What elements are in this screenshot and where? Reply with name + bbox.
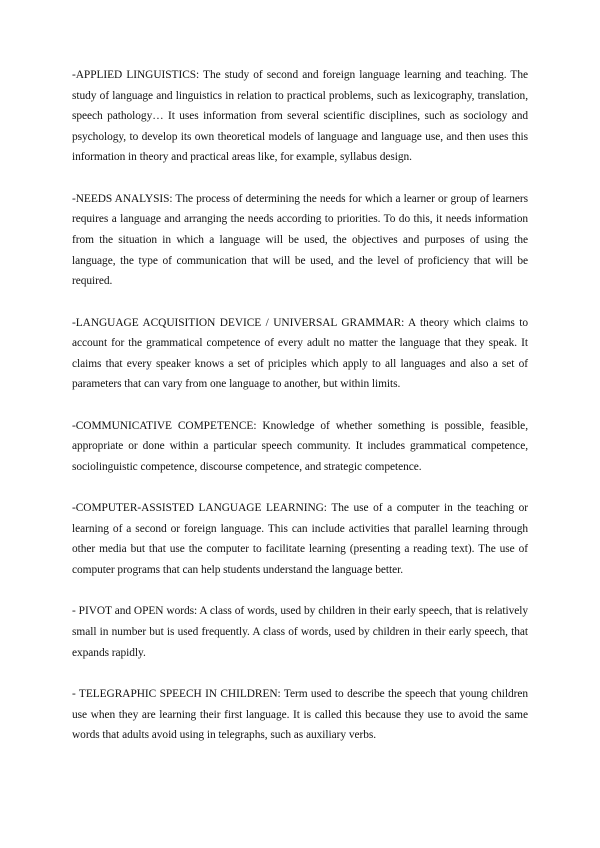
- entry-communicative-competence: -COMMUNICATIVE COMPETENCE: Knowledge of whether something is possible, feasible, appropriate or done within a particular speech community. It includes grammatical competence, sociolinguistic competence, discourse competence, and strategic competence.: [72, 419, 528, 473]
- entry-telegraphic-speech: - TELEGRAPHIC SPEECH IN CHILDREN: Term used to describe the speech that young children use when they are learning their first language. It is called this because they use to avoid the same words that adults avoid using in telegraphs, such as auxiliary verbs.: [72, 688, 528, 742]
- entry-needs-analysis: -NEEDS ANALYSIS: The process of determining the needs for which a learner or group of learners requires a language and arranging the needs according to priorities. To do this, it needs information from the situation in which a language will be used, the objectives and purposes of using the language, the type of communication that will be used, and the level of proficiency that will be required.: [72, 192, 528, 288]
- document-page: [72, 65, 528, 767]
- entry-pivot-and-open-words: - PIVOT and OPEN words: A class of words, used by children in their early speech, that is relatively small in number but is used frequently. A class of words, used by children in their early speech, that expands rapidly.: [72, 605, 528, 659]
- entry-language-acquisition-device: -LANGUAGE ACQUISITION DEVICE / UNIVERSAL GRAMMAR: A theory which claims to account for the grammatical competence of every adult no matter the language that they speak. It claims that every speaker knows a set of priciples which apply to all languages and also a set of parameters that can vary from one language to another, but within limits.: [72, 316, 528, 391]
- entry-computer-assisted-language-learning: -COMPUTER-ASSISTED LANGUAGE LEARNING: The use of a computer in the teaching or learning of a second or foreign language. This can include activities that parallel learning through other media but that use the computer to facilitate learning (presenting a reading text). The use of computer programs that can help students understand the language better.: [72, 502, 528, 577]
- entry-applied-linguistics: -APPLIED LINGUISTICS: The study of second and foreign language learning and teaching. The study of language and linguistics in relation to practical problems, such as lexicography, translation, speech pathology… It uses information from several scientific disciplines, such as sociology and psychology, to develop its own theoretical models of language and language use, and then uses this information in theory and practical areas like, for example, syllabus design.: [72, 69, 528, 164]
